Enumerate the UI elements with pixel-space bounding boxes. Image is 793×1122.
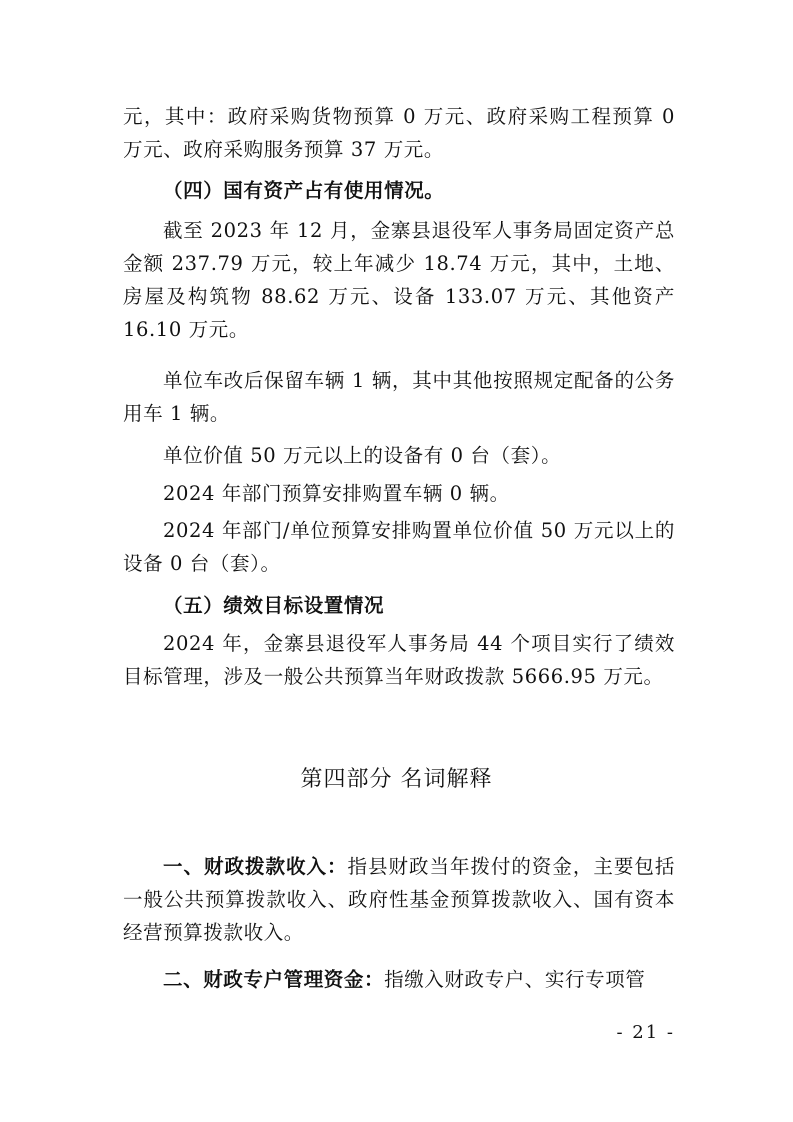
- term-special-account-label: 二、财政专户管理资金：: [163, 968, 385, 991]
- paragraph-equipment: 单位价值 50 万元以上的设备有 0 台（套）。: [163, 444, 562, 467]
- paragraph-fixed-assets: 截至 2023 年 12 月，金寨县退役军人事务局固定资产总金额 237.79 万元，较上年减少 18.74 万元，其中，土地、房屋及构筑物 88.62 万元、设备 133.07 万元、其他资产 16.10 万元。: [123, 219, 675, 341]
- heading-state-assets: （四）国有资产占有使用情况。: [163, 179, 445, 202]
- paragraph-procurement: 元，其中：政府采购货物预算 0 万元、政府采购工程预算 0 万元、政府采购服务预算 37 万元。: [123, 105, 675, 161]
- paragraph-vehicles: 单位车改后保留车辆 1 辆，其中其他按照规定配备的公务用车 1 辆。: [123, 369, 675, 425]
- term-fiscal-appropriation: [123, 850, 675, 949]
- term-fiscal-appropriation-text: 指县财政当年拨付的资金，主要包括一般公共预算拨款收入、政府性基金预算拨款收入、国有资本经营预算拨款收入。: [123, 855, 675, 944]
- term-special-account-text: 指缴入财政专户、实行专项管: [384, 968, 646, 991]
- heading-performance-goals: （五）绩效目标设置情况: [163, 594, 385, 617]
- term-special-account: [123, 963, 675, 996]
- paragraph-equipment-budget: 2024 年部门/单位预算安排购置单位价值 50 万元以上的设备 0 台（套）。: [123, 519, 675, 575]
- page-number: - 21 -: [616, 1022, 675, 1043]
- section-title: 第四部分 名词解释: [300, 767, 493, 792]
- term-fiscal-appropriation-label: 一、财政拨款收入：: [163, 855, 348, 878]
- paragraph-performance: 2024 年，金寨县退役军人事务局 44 个项目实行了绩效目标管理，涉及一般公共预算当年财政拨款 5666.95 万元。: [123, 632, 675, 688]
- paragraph-vehicle-budget: 2024 年部门预算安排购置车辆 0 辆。: [163, 482, 510, 505]
